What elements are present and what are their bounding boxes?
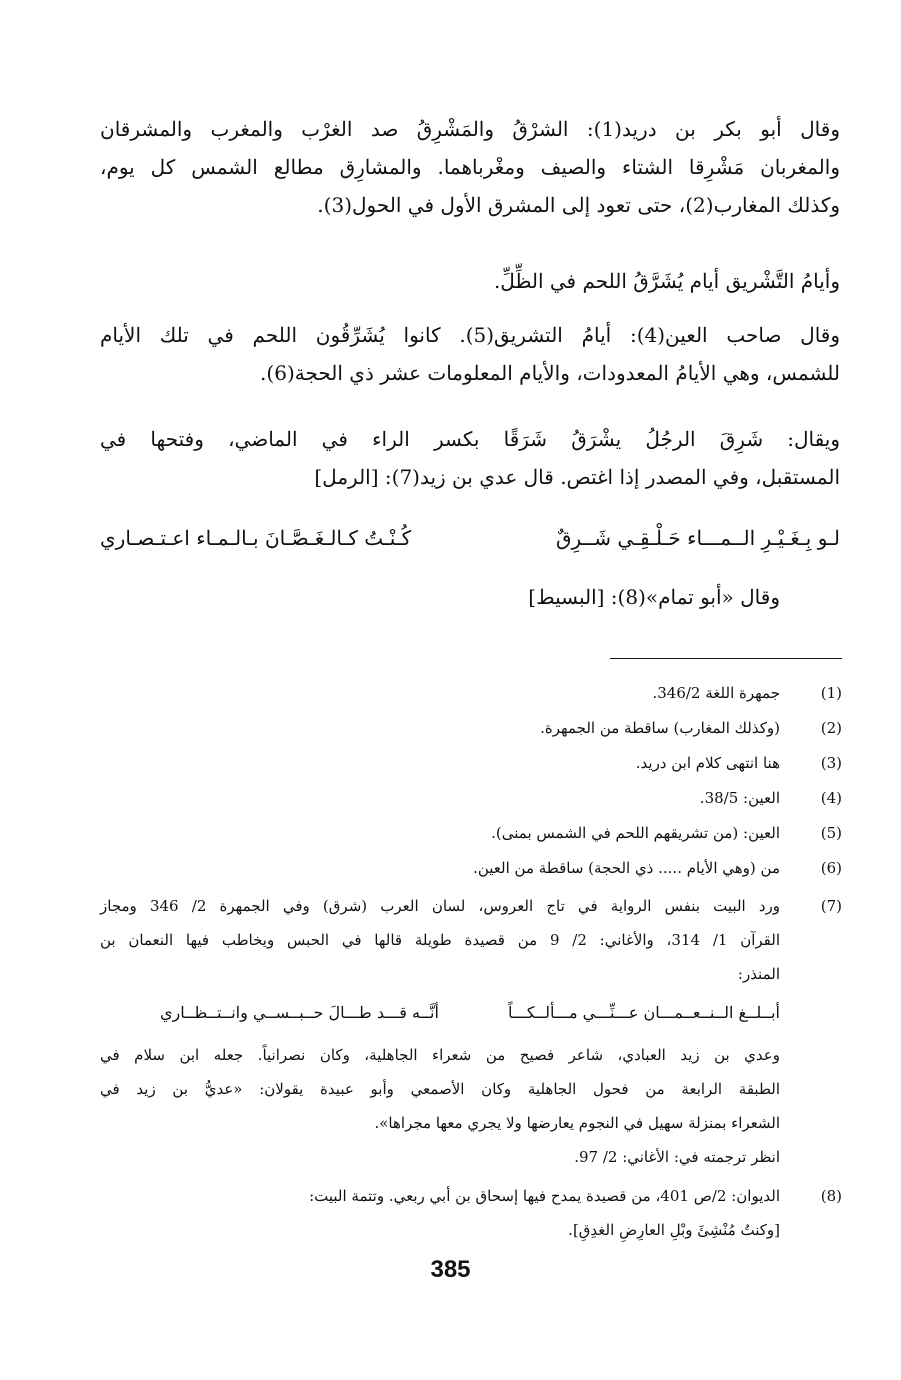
footnote-number: (8) [820,1187,842,1205]
footnote-number: (7) [820,897,842,915]
text-line: والمغربان مَشْرِقا الشتاء والصيف ومغْرباهما. والمشارِق مطالع الشمس كل يوم، [100,155,840,179]
footnote-number: (1) [820,684,842,702]
verse-hemistich-second: كُـنْـتُ كـالـغَـصَّـانَ بـالـمـاء اعـتـصـاري [100,526,412,550]
footnote-text: العين: 38/5. [699,789,780,807]
footnote-text: هنا انتهى كلام ابن دريد. [635,754,780,772]
page-number: 385 [430,1256,471,1283]
footnote-number: (4) [820,789,842,807]
text-line: للشمس، وهي الأيامُ المعدودات، والأيام المعلومات عشر ذي الحجة(6). [260,361,840,385]
footnote-number: (6) [820,859,842,877]
verse-adi-bin-zayd [100,526,840,550]
footnote-text: انظر ترجمته في: الأغاني: 2/ 97. [574,1148,780,1166]
footnote-number: (2) [820,719,842,737]
footnote-text: الشعراء بمنزلة سهيل في النجوم يعارضها ولا يجري معها مجراها». [374,1114,780,1132]
footnote-7-verse [160,1003,780,1022]
verse-hemistich-first: أبــلــغ الــنــعــمـــان عـــنِّـــي مـــألــكـــاً [507,1003,780,1022]
footnote-text: الديوان: 2/ص 401، من قصيدة يمدح فيها إسحاق بن أبي ربعي. وتتمة البيت: [309,1187,780,1205]
text-line: وقال «أبو تمام»(8): [البسيط] [528,585,780,609]
text-line: وقال أبو بكر بن دريد(1): الشرْقُ والمَشْرِقُ صد الغرْب والمغرب والمشرقان [100,117,840,141]
text-line: المستقبل، وفي المصدر إذا اغتص. قال عدي بن زيد(7): [الرمل] [314,465,840,489]
footnote-text: من (وهي الأيام ..... ذي الحجة) ساقطة من العين. [473,859,780,877]
footnote-text: القرآن 1/ 314، والأغاني: 2/ 9 من قصيدة طويلة قالها في الحبس ويخاطب فيها النعمان بن [100,931,781,949]
verse-hemistich-second: أنَّــه قـــد طـــالَ حــبــســي وانــتــظــاري [160,1003,439,1022]
footnote-separator [610,658,842,659]
text-line: وأيامُ التَّشْريق أيام يُشَرَّقُ اللحم في الظِّلِّ. [493,269,840,293]
text-line: وكذلك المغارب(2)، حتى تعود إلى المشرق الأول في الحول(3). [317,193,840,217]
paragraph-ibn-durayd [100,110,840,224]
footnote-text: (وكذلك المغارب) ساقطة من الجمهرة. [540,719,780,737]
footnote-text: المنذر: [737,965,780,983]
footnote-text: وعدي بن زيد العبادي، شاعر فصيح من شعراء الجاهلية، وكان نصرانياً. جعله ابن سلام في [100,1046,780,1064]
verse-hemistich-first: لـو بِـغَـيْـرِ الــمـــاء حَـلْـقِـي شَــرِقٌ [556,526,840,550]
paragraph-abu-tammam [180,578,780,616]
text-line: ويقال: شَرِقَ الرجُلُ يشْرَقُ شَرَقًا بكسر الراء في الماضي، وفتحها في [100,427,840,451]
paragraph-tashriq [100,262,840,300]
paragraph-sahib-al-ayn [100,316,840,392]
text-line: وقال صاحب العين(4): أيامُ التشريق(5). كانوا يُشَرِّقُون اللحم في تلك الأيام [100,323,841,347]
paragraph-yuqal [100,420,840,496]
footnote-text: العين: (من تشريقهم اللحم في الشمس بمنى). [491,824,780,842]
footnote-text: جمهرة اللغة 346/2. [652,684,780,702]
footnote-text: [وكنتُ مُنْشِئَ وبْلِ العارِضِ الغدِقِ]. [568,1221,780,1239]
footnote-number: (5) [820,824,842,842]
footnote-text: الطبقة الرابعة من فحول الجاهلية وكان الأصمعي وأبو عبيدة يقولان: «عديُّ بن زيد في [100,1080,780,1098]
footnote-number: (3) [820,754,842,772]
footnote-text: ورد البيت بنفس الرواية في تاج العروس، لسان العرب (شرق) وفي الجمهرة 2/ 346 ومجاز [100,897,781,915]
